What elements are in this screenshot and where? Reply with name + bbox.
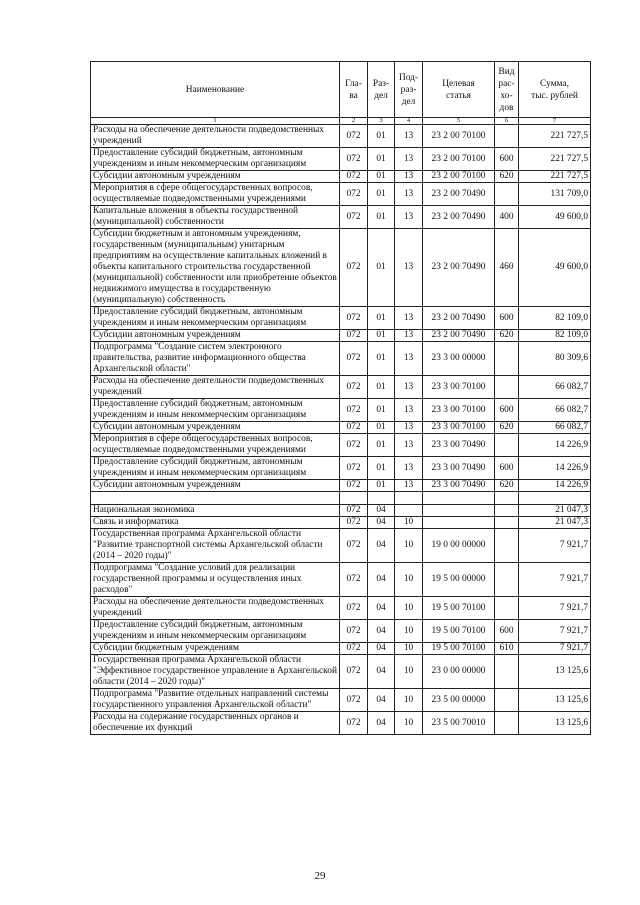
row-glava: 072: [340, 597, 368, 620]
row-podrazdel: 13: [395, 376, 423, 399]
row-sum: 66 082,7: [519, 422, 591, 434]
header-vid: [495, 62, 519, 118]
spacer-row: [91, 492, 591, 505]
table-row: [91, 422, 591, 434]
row-name: Субсидии бюджетным и автономным учреждениям, государственным (муниципальным) унитарным предприятиям на осуществление капитальных вложений в объекты капитального строительства государственной (муниципальной) собственности или приобретение объектов недвижимого имущества в государственную (муниципальную) собственность: [91, 229, 340, 307]
table-row: [91, 529, 591, 563]
row-razdel: 01: [368, 125, 395, 148]
row-name: Расходы на содержание государственных органов и обеспечение их функций: [91, 712, 340, 735]
row-razdel: 04: [368, 712, 395, 735]
row-podrazdel: 10: [395, 712, 423, 735]
row-name: Предоставление субсидий бюджетным, автономным учреждениям и иным некоммерческим организациям: [91, 307, 340, 330]
row-vid: [495, 655, 519, 689]
row-name: Подпрограмма "Развитие отдельных направлений системы государственного управления Архангельской области": [91, 689, 340, 712]
row-sum: 13 125,6: [519, 689, 591, 712]
table-body: [91, 125, 591, 735]
row-podrazdel: 10: [395, 517, 423, 529]
row-target: 23 3 00 70100: [423, 376, 495, 399]
row-podrazdel: 13: [395, 307, 423, 330]
row-sum: 221 727,5: [519, 171, 591, 183]
row-razdel: 04: [368, 643, 395, 655]
table-row: [91, 229, 591, 307]
row-vid: 620: [495, 171, 519, 183]
column-number: 4: [395, 118, 423, 125]
row-name: Расходы на обеспечение деятельности подведомственных учреждений: [91, 125, 340, 148]
row-name: Предоставление субсидий бюджетным, автономным учреждениям и иным некоммерческим организациям: [91, 148, 340, 171]
row-target: 23 5 00 70010: [423, 712, 495, 735]
row-podrazdel: 13: [395, 330, 423, 342]
table-row: [91, 125, 591, 148]
table-row: [91, 712, 591, 735]
spacer-cell: [368, 492, 395, 505]
table-header-row: [91, 62, 591, 118]
row-name: Предоставление субсидий бюджетным, автономным учреждениям и иным некоммерческим организациям: [91, 399, 340, 422]
row-podrazdel: [395, 505, 423, 517]
row-vid: [495, 183, 519, 206]
budget-table: [90, 61, 591, 735]
row-vid: 620: [495, 330, 519, 342]
row-vid: 600: [495, 457, 519, 480]
row-vid: [495, 597, 519, 620]
row-target: 23 5 00 00000: [423, 689, 495, 712]
row-podrazdel: 13: [395, 183, 423, 206]
row-sum: 49 600,0: [519, 206, 591, 229]
row-glava: 072: [340, 517, 368, 529]
table-row: [91, 643, 591, 655]
row-sum: 221 727,5: [519, 125, 591, 148]
row-razdel: 01: [368, 330, 395, 342]
row-target: 19 5 00 00000: [423, 563, 495, 597]
row-glava: 072: [340, 206, 368, 229]
row-glava: 072: [340, 563, 368, 597]
row-sum: 21 047,3: [519, 505, 591, 517]
row-podrazdel: 13: [395, 422, 423, 434]
row-sum: 80 309,6: [519, 342, 591, 376]
row-vid: [495, 434, 519, 457]
row-vid: 600: [495, 307, 519, 330]
table-row: [91, 655, 591, 689]
row-target: 23 3 00 70100: [423, 399, 495, 422]
header-name: Наименование: [91, 62, 340, 118]
row-name: Субсидии автономным учреждениям: [91, 480, 340, 492]
row-podrazdel: 10: [395, 643, 423, 655]
row-name: Субсидии автономным учреждениям: [91, 330, 340, 342]
row-glava: 072: [340, 342, 368, 376]
row-name: Государственная программа Архангельской области "Эффективное государственное управление в Архангельской области (2014 – 2020 годы)": [91, 655, 340, 689]
row-target: 23 3 00 70100: [423, 422, 495, 434]
row-razdel: 04: [368, 620, 395, 643]
row-glava: 072: [340, 125, 368, 148]
table-row: [91, 620, 591, 643]
row-vid: [495, 529, 519, 563]
row-name: Подпрограмма "Создание систем электронного правительства, развитие информационного общества Архангельской области": [91, 342, 340, 376]
row-vid: 460: [495, 229, 519, 307]
column-number: 1: [91, 118, 340, 125]
row-vid: 600: [495, 399, 519, 422]
table-row: [91, 434, 591, 457]
column-number: 7: [519, 118, 591, 125]
header-razdel: [368, 62, 395, 118]
row-vid: 620: [495, 480, 519, 492]
row-podrazdel: 13: [395, 434, 423, 457]
row-razdel: 04: [368, 689, 395, 712]
spacer-cell: [395, 492, 423, 505]
row-sum: 14 226,9: [519, 480, 591, 492]
column-number: 5: [423, 118, 495, 125]
row-target: 23 2 00 70490: [423, 206, 495, 229]
header-podrazdel: [395, 62, 423, 118]
column-number: 6: [495, 118, 519, 125]
row-razdel: 01: [368, 183, 395, 206]
row-razdel: 01: [368, 342, 395, 376]
row-sum: 13 125,6: [519, 655, 591, 689]
row-name: Подпрограмма "Создание условий для реализации государственной программы и осуществления иных расходов": [91, 563, 340, 597]
row-target: 23 3 00 70490: [423, 480, 495, 492]
row-razdel: 01: [368, 229, 395, 307]
header-glava-text: Гла- ва: [345, 78, 362, 101]
row-glava: 072: [340, 376, 368, 399]
row-razdel: 04: [368, 597, 395, 620]
row-podrazdel: 13: [395, 148, 423, 171]
page-number: 29: [314, 870, 326, 882]
row-name: Расходы на обеспечение деятельности подведомственных учреждений: [91, 597, 340, 620]
row-target: 23 0 00 00000: [423, 655, 495, 689]
row-target: 23 2 00 70490: [423, 307, 495, 330]
row-glava: 072: [340, 307, 368, 330]
row-sum: 7 921,7: [519, 620, 591, 643]
row-razdel: 01: [368, 376, 395, 399]
row-glava: 072: [340, 422, 368, 434]
row-target: 23 2 00 70100: [423, 125, 495, 148]
row-name: Субсидии автономным учреждениям: [91, 422, 340, 434]
row-target: [423, 505, 495, 517]
row-target: 19 5 00 70100: [423, 643, 495, 655]
table-row: [91, 342, 591, 376]
row-razdel: 04: [368, 655, 395, 689]
row-glava: 072: [340, 712, 368, 735]
row-podrazdel: 13: [395, 206, 423, 229]
row-podrazdel: 10: [395, 597, 423, 620]
row-razdel: 01: [368, 480, 395, 492]
row-sum: 82 109,0: [519, 307, 591, 330]
row-glava: 072: [340, 457, 368, 480]
row-name: Предоставление субсидий бюджетным, автономным учреждениям и иным некоммерческим организациям: [91, 620, 340, 643]
row-vid: [495, 563, 519, 597]
row-sum: 49 600,0: [519, 229, 591, 307]
row-podrazdel: 10: [395, 655, 423, 689]
row-razdel: 01: [368, 171, 395, 183]
row-glava: 072: [340, 171, 368, 183]
table-row: [91, 505, 591, 517]
spacer-cell: [423, 492, 495, 505]
row-podrazdel: 13: [395, 171, 423, 183]
header-target: [423, 62, 495, 118]
row-razdel: 01: [368, 206, 395, 229]
row-glava: 072: [340, 480, 368, 492]
row-sum: 66 082,7: [519, 376, 591, 399]
table-row: [91, 480, 591, 492]
row-vid: [495, 125, 519, 148]
row-razdel: 01: [368, 457, 395, 480]
table-row: [91, 376, 591, 399]
row-vid: 600: [495, 620, 519, 643]
spacer-cell: [340, 492, 368, 505]
table-row: [91, 307, 591, 330]
row-name: Мероприятия в сфере общегосударственных вопросов, осуществляемые подведомственными учреждениями: [91, 434, 340, 457]
table-row: [91, 171, 591, 183]
row-podrazdel: 13: [395, 480, 423, 492]
row-glava: 072: [340, 689, 368, 712]
row-name: Национальная экономика: [91, 505, 340, 517]
row-vid: 620: [495, 422, 519, 434]
row-glava: 072: [340, 505, 368, 517]
row-vid: [495, 376, 519, 399]
row-podrazdel: 13: [395, 229, 423, 307]
row-vid: [495, 689, 519, 712]
row-glava: 072: [340, 148, 368, 171]
header-vid-text: Вид рас- хо- дов: [498, 66, 515, 113]
row-vid: 400: [495, 206, 519, 229]
row-name: Капитальные вложения в объекты государственной (муниципальной) собственности: [91, 206, 340, 229]
row-vid: [495, 342, 519, 376]
row-vid: 610: [495, 643, 519, 655]
row-sum: 82 109,0: [519, 330, 591, 342]
column-number: 2: [340, 118, 368, 125]
row-name: Субсидии бюджетным учреждениям: [91, 643, 340, 655]
header-target-text: Целевая статья: [442, 78, 475, 101]
row-sum: 7 921,7: [519, 597, 591, 620]
table-row: [91, 597, 591, 620]
row-target: 19 5 00 70100: [423, 620, 495, 643]
table-row: [91, 148, 591, 171]
spacer-cell: [495, 492, 519, 505]
header-razdel-text: Раз- дел: [372, 78, 390, 101]
row-name: Государственная программа Архангельской области "Развитие транспортной системы Архангельской области (2014 – 2020 годы)": [91, 529, 340, 563]
row-razdel: 01: [368, 422, 395, 434]
row-glava: 072: [340, 229, 368, 307]
row-vid: [495, 517, 519, 529]
row-podrazdel: 13: [395, 457, 423, 480]
row-glava: 072: [340, 330, 368, 342]
row-sum: 21 047,3: [519, 517, 591, 529]
row-podrazdel: 13: [395, 399, 423, 422]
table-row: [91, 689, 591, 712]
row-razdel: 01: [368, 148, 395, 171]
row-glava: 072: [340, 183, 368, 206]
row-sum: 7 921,7: [519, 529, 591, 563]
row-target: 23 3 00 70490: [423, 457, 495, 480]
table-row: [91, 563, 591, 597]
row-glava: 072: [340, 529, 368, 563]
table-row: [91, 399, 591, 422]
row-razdel: 01: [368, 434, 395, 457]
row-podrazdel: 13: [395, 342, 423, 376]
row-podrazdel: 10: [395, 620, 423, 643]
row-target: 19 5 00 70100: [423, 597, 495, 620]
row-vid: [495, 712, 519, 735]
row-target: 19 0 00 00000: [423, 529, 495, 563]
row-target: 23 2 00 70490: [423, 183, 495, 206]
row-sum: 221 727,5: [519, 148, 591, 171]
row-vid: 600: [495, 148, 519, 171]
table-row: [91, 206, 591, 229]
header-glava: [340, 62, 368, 118]
row-target: 23 2 00 70490: [423, 330, 495, 342]
spacer-cell: [91, 492, 340, 505]
row-target: 23 3 00 00000: [423, 342, 495, 376]
row-name: Субсидии автономным учреждениям: [91, 171, 340, 183]
row-podrazdel: 10: [395, 689, 423, 712]
row-razdel: 01: [368, 307, 395, 330]
row-glava: 072: [340, 643, 368, 655]
row-name: Предоставление субсидий бюджетным, автономным учреждениям и иным некоммерческим организациям: [91, 457, 340, 480]
column-number: 3: [368, 118, 395, 125]
header-sum-text: Сумма, тыс. рублей: [531, 78, 578, 101]
row-glava: 072: [340, 434, 368, 457]
row-razdel: 04: [368, 563, 395, 597]
row-glava: 072: [340, 655, 368, 689]
row-podrazdel: 10: [395, 529, 423, 563]
row-name: Мероприятия в сфере общегосударственных вопросов, осуществляемые подведомственными учреждениями: [91, 183, 340, 206]
header-sum: [519, 62, 591, 118]
row-sum: 7 921,7: [519, 643, 591, 655]
row-sum: 14 226,9: [519, 457, 591, 480]
row-razdel: 01: [368, 399, 395, 422]
row-target: [423, 517, 495, 529]
row-razdel: 04: [368, 517, 395, 529]
row-glava: 072: [340, 399, 368, 422]
row-podrazdel: 10: [395, 563, 423, 597]
row-name: Связь и информатика: [91, 517, 340, 529]
row-target: 23 2 00 70100: [423, 171, 495, 183]
row-glava: 072: [340, 620, 368, 643]
table-row: [91, 330, 591, 342]
table-row: [91, 457, 591, 480]
row-target: 23 3 00 70490: [423, 434, 495, 457]
row-sum: 66 082,7: [519, 399, 591, 422]
row-sum: 7 921,7: [519, 563, 591, 597]
row-razdel: 04: [368, 505, 395, 517]
table-row: [91, 517, 591, 529]
table-row: [91, 183, 591, 206]
spacer-cell: [519, 492, 591, 505]
row-name: Расходы на обеспечение деятельности подведомственных учреждений: [91, 376, 340, 399]
column-number-row: [91, 118, 591, 125]
row-sum: 13 125,6: [519, 712, 591, 735]
row-target: 23 2 00 70490: [423, 229, 495, 307]
row-target: 23 2 00 70100: [423, 148, 495, 171]
header-podrazdel-text: Под- раз- дел: [398, 72, 419, 107]
row-razdel: 04: [368, 529, 395, 563]
row-sum: 131 709,0: [519, 183, 591, 206]
row-vid: [495, 505, 519, 517]
row-podrazdel: 13: [395, 125, 423, 148]
row-sum: 14 226,9: [519, 434, 591, 457]
